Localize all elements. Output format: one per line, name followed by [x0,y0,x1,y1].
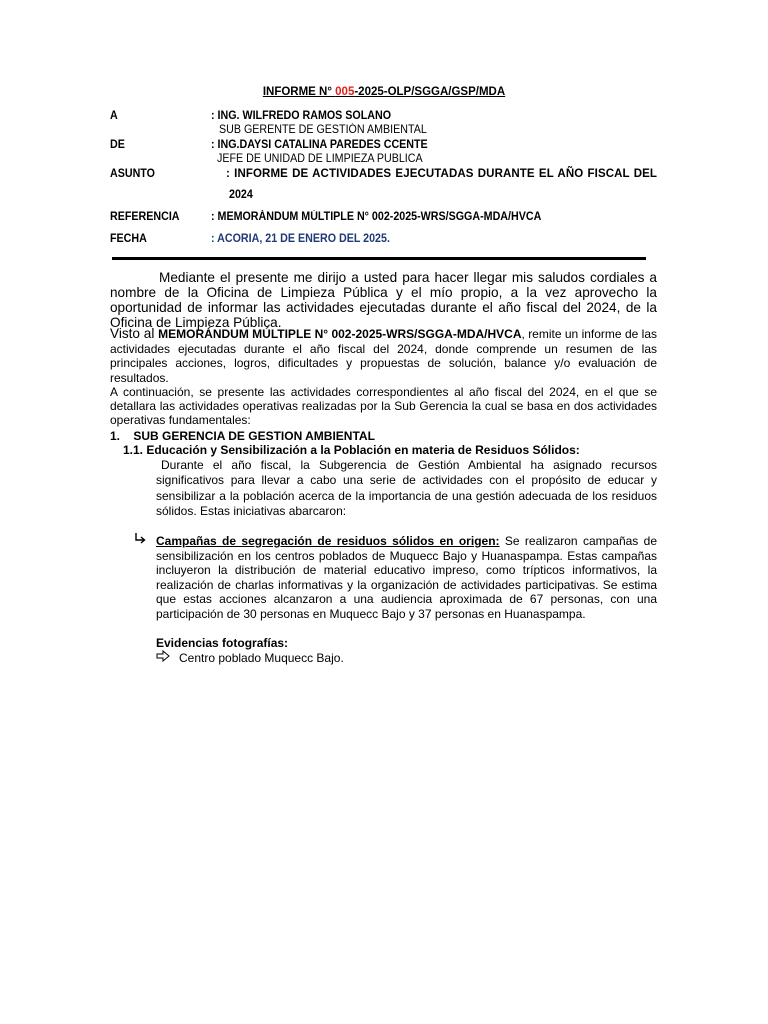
field-a-value: : ING. WILFREDO RAMOS SOLANO [211,110,392,122]
title-number: 005 [335,86,355,98]
campaign-paragraph [156,534,657,621]
section-1-1-paragraph: Durante el año fiscal, la Subgerencia de Gestión Ambiental ha asignado recursos significativos para llevar a cabo una serie de actividades con el propósito de educar y sensibilizar a la población acerca de la importancia de una gestión adecuada de los residuos sólidos. Estas iniciativas abarcaron: [156,458,657,518]
page-title [0,86,768,98]
field-fecha-label: FECHA [110,233,147,245]
intro-paragraph: Mediante el presente me dirijo a usted para hacer llegar mis saludos cordiales a nombre de la Oficina de Limpieza Pública y el mío propio, a la vez aprovecho la oportunidad de informar las actividades ejecutadas durante el año fiscal del 2024, de la Oficina de Limpieza Pública. [110,270,657,330]
campaign-title: Campañas de segregación de residuos sólidos en origen: [156,534,500,548]
visto-prefix: Visto al [110,326,159,341]
visto-memo-reference: MEMORÁNDUM MÚLTIPLE N° 002-2025-WRS/SGGA-MDA/HVCA [158,327,522,341]
visto-rest: , remite un informe de las actividades ejecutadas durante el año fiscal del 2024, donde comprende un resumen de las principales acciones, logros, dificultades y propuestas de solución, balance y/o evaluación de resultados. [110,327,658,385]
field-asunto-value: : INFORME DE ACTIVIDADES EJECUTADAS DURANTE EL AÑO FISCAL DEL [226,168,657,180]
field-asunto-label: ASUNTO [110,168,155,180]
outline-right-arrow-icon [156,650,170,665]
fecha-text: ACORIA, 21 DE ENERO DEL 2025. [217,233,390,245]
field-referencia-value: : MEMORÁNDUM MÚLTIPLE N° 002-2025-WRS/SGGA-MDA/HVCA [211,211,542,223]
field-de-subtitle: JEFE DE UNIDAD DE LIMPIEZA PUBLICA [217,153,423,165]
evidencia-item-1: Centro poblado Muquecc Bajo. [179,651,344,665]
continuacion-paragraph: A continuación, se presente las actividades correspondientes al año fiscal del 2024, en el que se detallara las actividades operativas realizadas por la Sub Gerencia la cual se basa en dos actividades operativas fundamentales: [110,385,657,427]
title-prefix: INFORME N° [262,86,336,98]
field-de-label: DE [110,139,125,151]
fecha-colon: : [211,233,215,245]
title-suffix: -2025-OLP/SGGA/GSP/MDA [354,86,506,98]
hooked-arrow-icon [133,532,147,549]
visto-paragraph [110,327,657,385]
field-fecha-value [211,233,390,245]
header-divider [112,257,646,260]
field-a-subtitle: SUB GERENTE DE GESTIÓN AMBIENTAL [219,124,427,136]
field-de-value: : ING.DAYSI CATALINA PAREDES CCENTE [211,139,428,151]
field-referencia-label: REFERENCIA [110,211,180,223]
field-asunto-value-2: 2024 [229,189,253,201]
campaign-text: Se realizaron campañas de sensibilización en los centros poblados de Muquecc Bajo y Huanaspampa. Estas campañas incluyeron la distribución de material educativo impreso, como trípticos informativos, la realización de charlas informativas y la organización de actividades participativas. Se estima que estas acciones alcanzaron a una audiencia aproximada de 67 personas, con una participación de 30 personas en Muquecc Bajo y 37 personas en Huanaspampa. [156,534,658,621]
section-heading-1: 1. SUB GERENCIA DE GESTION AMBIENTAL [110,429,375,443]
section-heading-1-1: 1.1. Educación y Sensibilización a la Población en materia de Residuos Sólidos: [123,443,580,457]
evidencias-label: Evidencias fotografías: [156,636,289,650]
field-a-label: A [110,110,118,122]
